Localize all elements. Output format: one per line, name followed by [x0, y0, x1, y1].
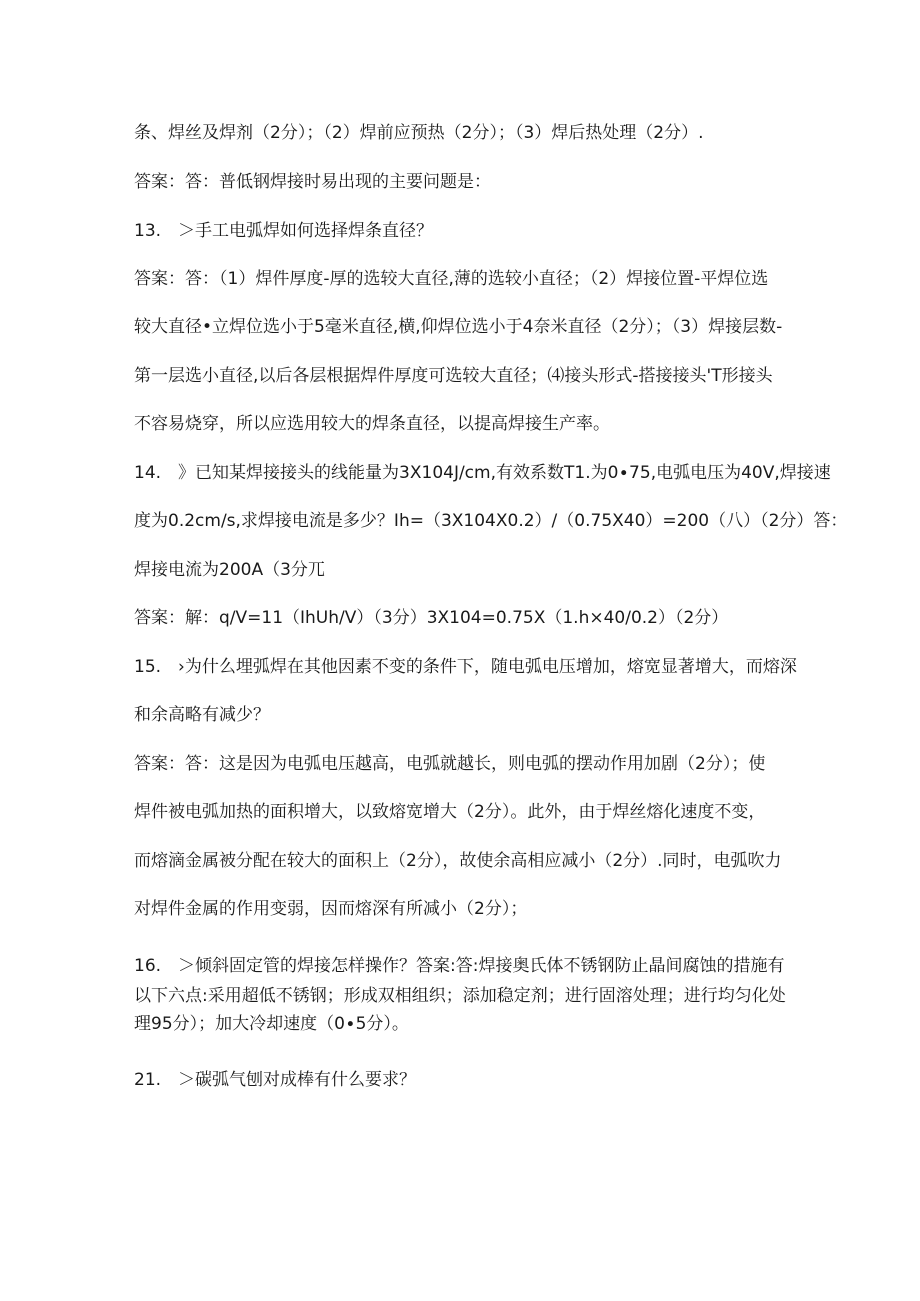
- answer-line: 答案：解：q∕V=11（IhUh/V）（3分）3X104=0.75X（1.h×40∕0.2）（2分）: [134, 608, 729, 628]
- text-line: 焊件被电弧加热的面积增大，以致熔宽增大（2分）。此外，由于焊丝熔化速度不变，: [134, 802, 766, 822]
- question-21: 21. ＞碳弧气刨对成棒有什么要求？: [134, 1070, 417, 1090]
- answer-line: 答案：答：（1）焊件厚度-厚的选较大直径,薄的选较小直径；（2）焊接位置-平焊位选: [134, 269, 769, 289]
- question-15: 15. ›为什么埋弧焊在其他因素不变的条件下，随电弧电压增加，熔宽显著增大，而熔深: [134, 657, 797, 677]
- text-line: 而熔滴金属被分配在较大的面积上（2分），故使余高相应减小（2分）.同时，电弧吹力: [134, 851, 782, 871]
- text-line: 理95分）；加大冷却速度（0∙5分）。: [134, 1014, 409, 1034]
- text-line: 第一层选小直径,以后各层根据焊件厚度可选较大直径；⑷接头形式-搭接接头'T形接头: [134, 366, 773, 386]
- text-line: 度为0.2cm∕s,求焊接电流是多少？Ih=（3X104X0.2）/（0.75X40）=200（八）（2分）答：: [134, 511, 848, 531]
- question-14: 14. 》已知某焊接接头的线能量为3X104J∕cm,有效系数T1.为0∙75,电弧电压为40V,焊接速: [134, 463, 831, 483]
- text-line: 以下六点:采用超低不锈钢；形成双相组织；添加稳定剂；进行固溶处理；进行均匀化处: [134, 986, 786, 1006]
- text-line: 不容易烧穿，所以应选用较大的焊条直径，以提高焊接生产率。: [134, 414, 610, 434]
- text-line: 和余高略有减少？: [134, 705, 270, 725]
- answer-line: 答案：答：这是因为电弧电压越高，电弧就越长，则电弧的摆动作用加剧（2分）；使: [134, 754, 766, 774]
- text-line: 焊接电流为200A（3分兀: [134, 560, 325, 580]
- question-16: 16. ＞倾斜固定管的焊接怎样操作？答案:答:焊接奥氏体不锈钢防止晶间腐蚀的措施有: [134, 956, 785, 976]
- answer-line: 答案：答：普低钢焊接时易出现的主要问题是：: [134, 172, 491, 192]
- text-line: 条、焊丝及焊剂（2分）；（2）焊前应预热（2分）；（3）焊后热处理（2分）.: [134, 123, 704, 143]
- text-line: 较大直径•立焊位选小于5毫米直径,横,仰焊位选小于4奈米直径（2分）；（3）焊接层数-: [134, 317, 783, 337]
- text-line: 对焊件金属的作用变弱，因而熔深有所减小（2分）；: [134, 899, 528, 919]
- question-13: 13. ＞手工电弧焊如何选择焊条直径？: [134, 221, 434, 241]
